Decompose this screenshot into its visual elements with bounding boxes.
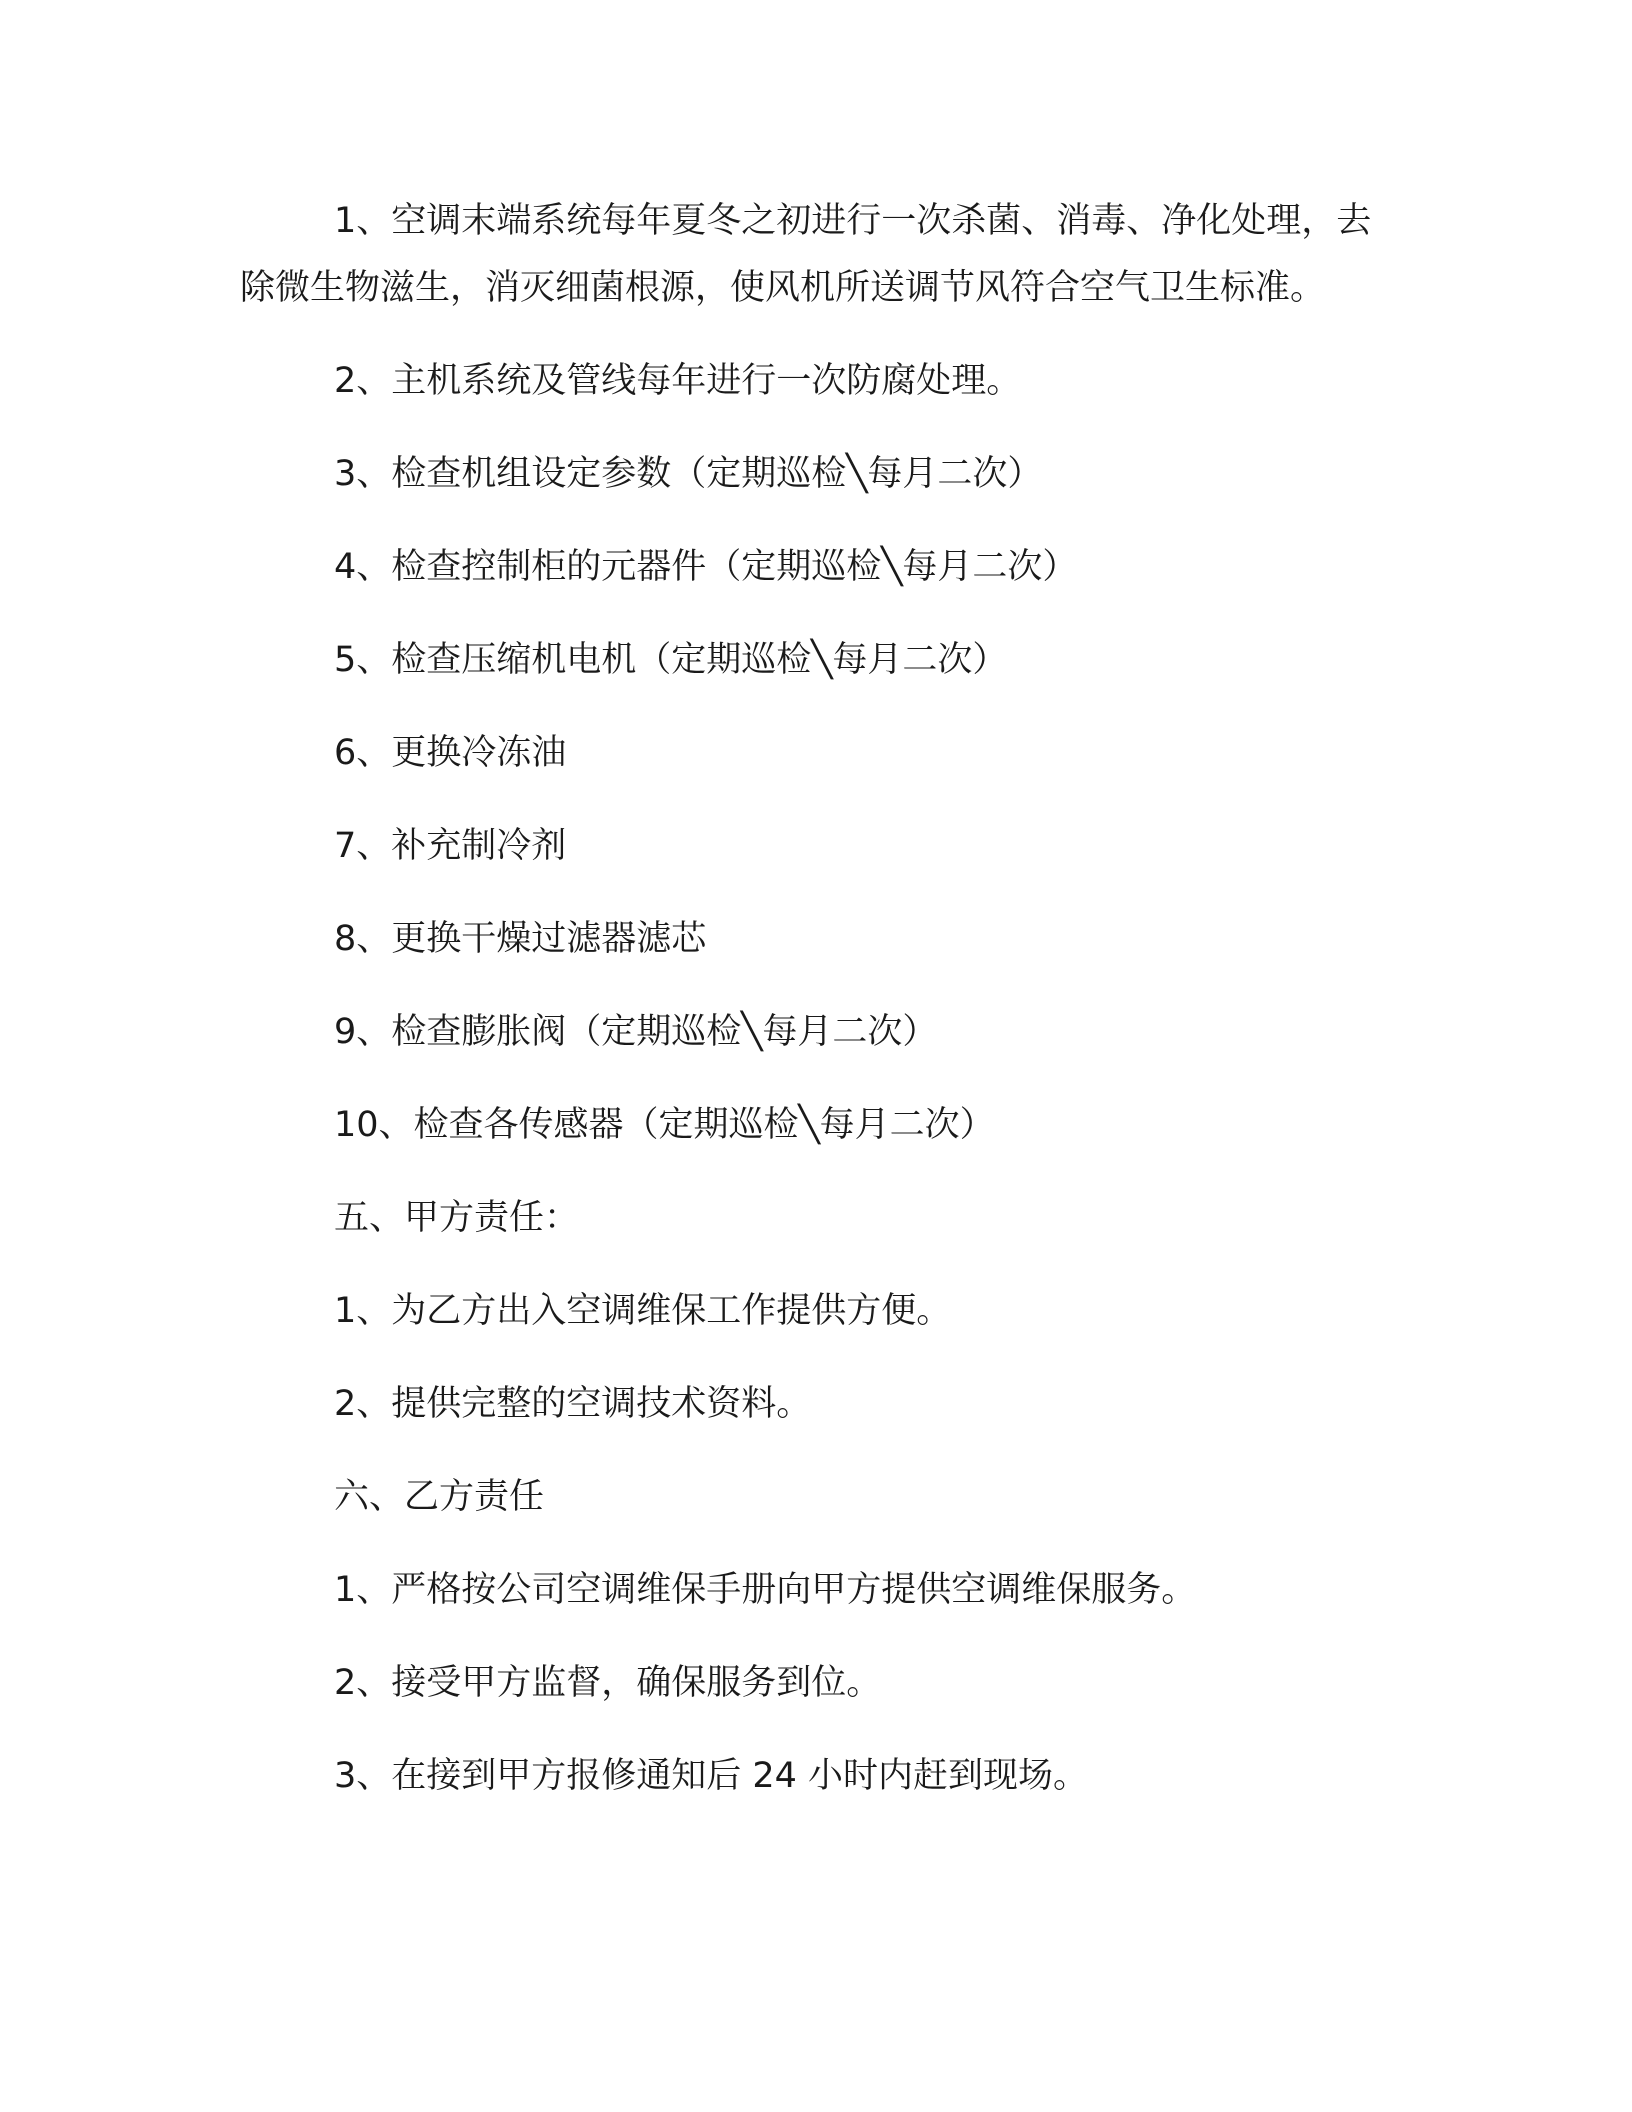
paragraph-3-check-parameters: 3、检查机组设定参数（定期巡检╲每月二次）	[334, 454, 1043, 494]
section-heading-party-a: 五、甲方责任：	[334, 1198, 580, 1238]
paragraph-8-filter: 8、更换干燥过滤器滤芯	[334, 919, 707, 959]
paragraph-9-expansion-valve: 9、检查膨胀阀（定期巡检╲每月二次）	[334, 1012, 938, 1052]
paragraph-2-anticorrosion: 2、主机系统及管线每年进行一次防腐处理。	[334, 361, 1022, 401]
party-b-item-3: 3、在接到甲方报修通知后 24 小时内赶到现场。	[334, 1756, 1089, 1796]
section-heading-party-b: 六、乙方责任	[334, 1477, 545, 1517]
document-body	[240, 188, 1400, 1836]
paragraph-4-check-control-cabinet: 4、检查控制柜的元器件（定期巡检╲每月二次）	[334, 547, 1078, 587]
paragraph-7-refrigerant: 7、补充制冷剂	[334, 826, 567, 866]
paragraph-1-disinfection: 1、空调末端系统每年夏冬之初进行一次杀菌、消毒、净化处理，去除微生物滋生，消灭细菌根源，使风机所送调节风符合空气卫生标准。	[240, 201, 1372, 308]
party-b-item-2: 2、接受甲方监督，确保服务到位。	[334, 1663, 882, 1703]
paragraph-5-check-compressor: 5、检查压缩机电机（定期巡检╲每月二次）	[334, 640, 1008, 680]
party-a-item-1: 1、为乙方出入空调维保工作提供方便。	[334, 1291, 952, 1331]
paragraph-10-sensors: 10、检查各传感器（定期巡检╲每月二次）	[334, 1105, 995, 1145]
party-a-item-2: 2、提供完整的空调技术资料。	[334, 1384, 812, 1424]
party-b-item-1: 1、严格按公司空调维保手册向甲方提供空调维保服务。	[334, 1570, 1197, 1610]
paragraph-6-replace-oil: 6、更换冷冻油	[334, 733, 567, 773]
